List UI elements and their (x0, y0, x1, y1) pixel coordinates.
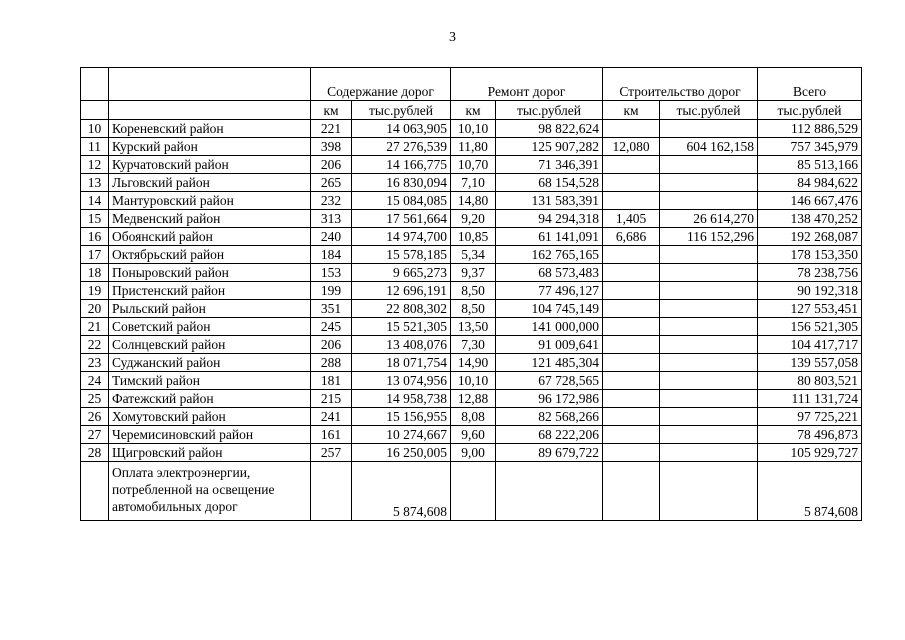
total-rub: 85 513,166 (758, 156, 862, 174)
construction-rub (660, 264, 758, 282)
table-row (81, 210, 862, 228)
row-number: 26 (81, 408, 109, 426)
maintenance-rub: 14 974,700 (352, 228, 451, 246)
header-row-groups (81, 68, 862, 101)
header-total: Всего (758, 68, 862, 101)
header-unit-empty-num (81, 101, 109, 120)
table-row (81, 426, 862, 444)
maintenance-km: 184 (311, 246, 352, 264)
total-rub: 104 417,717 (758, 336, 862, 354)
district-name: Курский район (109, 138, 311, 156)
header-empty-name (109, 68, 311, 101)
repair-km: 12,88 (451, 390, 496, 408)
construction-km (603, 120, 660, 138)
district-name: Кореневский район (109, 120, 311, 138)
construction-km: 12,080 (603, 138, 660, 156)
construction-rub (660, 444, 758, 462)
table-row (81, 408, 862, 426)
district-name: Льговский район (109, 174, 311, 192)
maintenance-km: 181 (311, 372, 352, 390)
table-row (81, 246, 862, 264)
header-unit-rub: тыс.рублей (660, 101, 758, 120)
row-number: 20 (81, 300, 109, 318)
maintenance-km: 161 (311, 426, 352, 444)
total-rub: 138 470,252 (758, 210, 862, 228)
construction-rub (660, 192, 758, 210)
table-row (81, 282, 862, 300)
row-number: 19 (81, 282, 109, 300)
repair-rub: 162 765,165 (496, 246, 603, 264)
header-repair: Ремонт дорог (451, 68, 603, 101)
construction-km (603, 354, 660, 372)
maintenance-rub: 27 276,539 (352, 138, 451, 156)
construction-rub (660, 318, 758, 336)
maintenance-km: 221 (311, 120, 352, 138)
maintenance-rub: 18 071,754 (352, 354, 451, 372)
construction-km (603, 426, 660, 444)
header-empty-num (81, 68, 109, 101)
maintenance-rub: 13 074,956 (352, 372, 451, 390)
repair-km: 7,30 (451, 336, 496, 354)
total-rub: 97 725,221 (758, 408, 862, 426)
repair-km: 14,90 (451, 354, 496, 372)
table-row (81, 174, 862, 192)
header-unit-rub: тыс.рублей (352, 101, 451, 120)
district-name: Черемисиновский район (109, 426, 311, 444)
maintenance-km: 240 (311, 228, 352, 246)
repair-km: 10,10 (451, 372, 496, 390)
construction-rub: 604 162,158 (660, 138, 758, 156)
total-rub: 139 557,058 (758, 354, 862, 372)
electricity-maintenance-rub: 5 874,608 (352, 462, 451, 521)
total-rub: 80 803,521 (758, 372, 862, 390)
maintenance-rub: 9 665,273 (352, 264, 451, 282)
maintenance-km: 351 (311, 300, 352, 318)
maintenance-rub: 14 958,738 (352, 390, 451, 408)
maintenance-km: 313 (311, 210, 352, 228)
construction-rub: 26 614,270 (660, 210, 758, 228)
table-row (81, 390, 862, 408)
repair-km: 8,50 (451, 300, 496, 318)
table-row (81, 228, 862, 246)
construction-km (603, 282, 660, 300)
table-row (81, 300, 862, 318)
repair-rub: 121 485,304 (496, 354, 603, 372)
repair-rub: 131 583,391 (496, 192, 603, 210)
construction-km: 1,405 (603, 210, 660, 228)
maintenance-km: 206 (311, 336, 352, 354)
repair-rub: 89 679,722 (496, 444, 603, 462)
district-name: Тимский район (109, 372, 311, 390)
construction-rub (660, 156, 758, 174)
electricity-empty (660, 462, 758, 521)
maintenance-km: 153 (311, 264, 352, 282)
repair-rub: 98 822,624 (496, 120, 603, 138)
row-number: 11 (81, 138, 109, 156)
construction-km (603, 318, 660, 336)
header-unit-km: км (603, 101, 660, 120)
header-maintenance: Содержание дорог (311, 68, 451, 101)
maintenance-km: 199 (311, 282, 352, 300)
repair-rub: 141 000,000 (496, 318, 603, 336)
table-row (81, 336, 862, 354)
electricity-row (81, 462, 862, 521)
maintenance-km: 288 (311, 354, 352, 372)
total-rub: 127 553,451 (758, 300, 862, 318)
construction-km (603, 408, 660, 426)
row-number: 22 (81, 336, 109, 354)
header-unit-empty-name (109, 101, 311, 120)
repair-rub: 94 294,318 (496, 210, 603, 228)
repair-km: 13,50 (451, 318, 496, 336)
row-number: 23 (81, 354, 109, 372)
total-rub: 84 984,622 (758, 174, 862, 192)
total-rub: 112 886,529 (758, 120, 862, 138)
total-rub: 178 153,350 (758, 246, 862, 264)
repair-rub: 68 573,483 (496, 264, 603, 282)
repair-rub: 77 496,127 (496, 282, 603, 300)
repair-km: 9,20 (451, 210, 496, 228)
electricity-empty (451, 462, 496, 521)
table-row (81, 444, 862, 462)
page-number: 3 (449, 30, 456, 45)
repair-rub: 68 154,528 (496, 174, 603, 192)
construction-rub (660, 120, 758, 138)
maintenance-rub: 12 696,191 (352, 282, 451, 300)
construction-km (603, 390, 660, 408)
construction-km: 6,686 (603, 228, 660, 246)
repair-rub: 82 568,266 (496, 408, 603, 426)
electricity-empty (603, 462, 660, 521)
construction-rub (660, 174, 758, 192)
repair-rub: 125 907,282 (496, 138, 603, 156)
construction-rub (660, 390, 758, 408)
row-number: 25 (81, 390, 109, 408)
row-number: 16 (81, 228, 109, 246)
repair-km: 8,08 (451, 408, 496, 426)
header-row-units (81, 101, 862, 120)
construction-rub (660, 408, 758, 426)
maintenance-km: 206 (311, 156, 352, 174)
maintenance-km: 215 (311, 390, 352, 408)
district-name: Поныровский район (109, 264, 311, 282)
header-unit-km: км (451, 101, 496, 120)
electricity-empty (496, 462, 603, 521)
row-number: 15 (81, 210, 109, 228)
repair-km: 8,50 (451, 282, 496, 300)
construction-rub (660, 336, 758, 354)
row-number: 10 (81, 120, 109, 138)
header-construction: Строительство дорог (603, 68, 758, 101)
district-name: Октябрьский район (109, 246, 311, 264)
construction-km (603, 156, 660, 174)
repair-rub: 91 009,641 (496, 336, 603, 354)
maintenance-rub: 16 830,094 (352, 174, 451, 192)
total-rub: 90 192,318 (758, 282, 862, 300)
repair-rub: 71 346,391 (496, 156, 603, 174)
repair-km: 10,70 (451, 156, 496, 174)
construction-rub (660, 354, 758, 372)
repair-km: 9,60 (451, 426, 496, 444)
maintenance-km: 265 (311, 174, 352, 192)
maintenance-km: 398 (311, 138, 352, 156)
table-row (81, 372, 862, 390)
maintenance-rub: 17 561,664 (352, 210, 451, 228)
construction-rub (660, 426, 758, 444)
maintenance-rub: 22 808,302 (352, 300, 451, 318)
repair-km: 10,10 (451, 120, 496, 138)
district-name: Пристенский район (109, 282, 311, 300)
repair-rub: 104 745,149 (496, 300, 603, 318)
total-rub: 111 131,724 (758, 390, 862, 408)
row-number: 21 (81, 318, 109, 336)
construction-km (603, 300, 660, 318)
maintenance-rub: 15 156,955 (352, 408, 451, 426)
maintenance-rub: 13 408,076 (352, 336, 451, 354)
table-row (81, 192, 862, 210)
construction-rub (660, 300, 758, 318)
maintenance-rub: 15 578,185 (352, 246, 451, 264)
repair-km: 10,85 (451, 228, 496, 246)
table-row (81, 138, 862, 156)
district-name: Суджанский район (109, 354, 311, 372)
total-rub: 78 496,873 (758, 426, 862, 444)
repair-km: 14,80 (451, 192, 496, 210)
district-name: Советский район (109, 318, 311, 336)
header-unit-rub: тыс.рублей (758, 101, 862, 120)
total-rub: 757 345,979 (758, 138, 862, 156)
header-unit-km: км (311, 101, 352, 120)
table-body (81, 68, 862, 521)
repair-km: 9,00 (451, 444, 496, 462)
electricity-empty (311, 462, 352, 521)
row-number: 27 (81, 426, 109, 444)
electricity-total: 5 874,608 (758, 462, 862, 521)
total-rub: 156 521,305 (758, 318, 862, 336)
repair-km: 5,34 (451, 246, 496, 264)
maintenance-km: 241 (311, 408, 352, 426)
table-row (81, 354, 862, 372)
total-rub: 78 238,756 (758, 264, 862, 282)
district-name: Солнцевский район (109, 336, 311, 354)
district-name: Щигровский район (109, 444, 311, 462)
repair-km: 7,10 (451, 174, 496, 192)
construction-km (603, 444, 660, 462)
row-number: 18 (81, 264, 109, 282)
road-funding-table (80, 67, 862, 521)
district-name: Курчатовский район (109, 156, 311, 174)
district-name: Медвенский район (109, 210, 311, 228)
maintenance-km: 245 (311, 318, 352, 336)
construction-rub (660, 246, 758, 264)
electricity-label: Оплата электроэнергии, потребленной на освещение автомобильных дорог (109, 462, 311, 521)
header-unit-rub: тыс.рублей (496, 101, 603, 120)
maintenance-rub: 15 521,305 (352, 318, 451, 336)
district-name: Мантуровский район (109, 192, 311, 210)
construction-km (603, 336, 660, 354)
district-name: Фатежский район (109, 390, 311, 408)
maintenance-rub: 14 063,905 (352, 120, 451, 138)
construction-rub: 116 152,296 (660, 228, 758, 246)
district-name: Обоянский район (109, 228, 311, 246)
repair-rub: 67 728,565 (496, 372, 603, 390)
maintenance-rub: 10 274,667 (352, 426, 451, 444)
construction-km (603, 372, 660, 390)
row-number: 17 (81, 246, 109, 264)
maintenance-km: 232 (311, 192, 352, 210)
row-number: 12 (81, 156, 109, 174)
table-row (81, 318, 862, 336)
construction-km (603, 246, 660, 264)
repair-rub: 68 222,206 (496, 426, 603, 444)
row-number: 13 (81, 174, 109, 192)
construction-km (603, 264, 660, 282)
repair-rub: 96 172,986 (496, 390, 603, 408)
row-number: 24 (81, 372, 109, 390)
total-rub: 192 268,087 (758, 228, 862, 246)
construction-km (603, 192, 660, 210)
maintenance-rub: 16 250,005 (352, 444, 451, 462)
construction-km (603, 174, 660, 192)
maintenance-km: 257 (311, 444, 352, 462)
maintenance-rub: 14 166,775 (352, 156, 451, 174)
total-rub: 146 667,476 (758, 192, 862, 210)
total-rub: 105 929,727 (758, 444, 862, 462)
table-row (81, 120, 862, 138)
maintenance-rub: 15 084,085 (352, 192, 451, 210)
electricity-empty-num (81, 462, 109, 521)
repair-km: 9,37 (451, 264, 496, 282)
row-number: 28 (81, 444, 109, 462)
repair-rub: 61 141,091 (496, 228, 603, 246)
row-number: 14 (81, 192, 109, 210)
table-row (81, 156, 862, 174)
repair-km: 11,80 (451, 138, 496, 156)
district-name: Хомутовский район (109, 408, 311, 426)
table-row (81, 264, 862, 282)
construction-rub (660, 372, 758, 390)
construction-rub (660, 282, 758, 300)
district-name: Рыльский район (109, 300, 311, 318)
